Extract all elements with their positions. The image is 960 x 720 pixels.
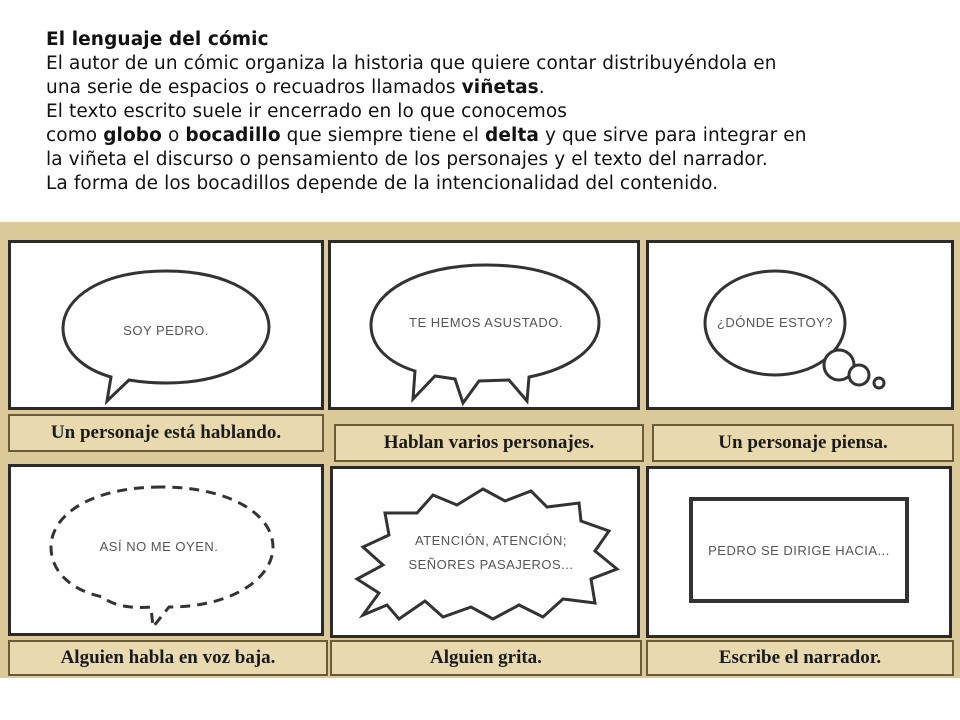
intro-line-2 (46, 76, 946, 100)
shout-bubble-icon (333, 469, 637, 635)
bubble-text-group: TE HEMOS ASUSTADO. (409, 315, 563, 330)
intro-line-3: El texto escrito suele ir encerrado en lo que conocemos (46, 101, 568, 122)
caption-group-speech: Hablan varios personajes. (334, 424, 644, 462)
bubble-text-narrator: PEDRO SE DIRIGE HACIA... (708, 543, 890, 558)
intro-line-4 (46, 124, 946, 148)
caption-shout: Alguien grita. (330, 640, 642, 676)
intro-line-5: la viñeta el discurso o pensamiento de los personajes y el texto del narrador. (46, 149, 768, 170)
intro-line-2-text: una serie de espacios o recuadros llamados (46, 77, 462, 98)
narrator-box-icon (649, 469, 949, 635)
caption-speech: Un personaje está hablando. (8, 414, 324, 452)
intro-line-4-a: como (46, 125, 104, 146)
term-vinetas: viñetas (461, 77, 539, 98)
caption-whisper: Alguien habla en voz baja. (8, 640, 328, 676)
caption-thought: Un personaje piensa. (652, 424, 954, 462)
intro-line-4-c: que siempre tiene el (280, 125, 486, 146)
group-speech-bubble-icon (331, 243, 637, 407)
panel-group-speech (328, 240, 640, 410)
comic-board (0, 222, 960, 678)
speech-bubble-icon (11, 243, 321, 407)
thought-bubble-icon (649, 243, 951, 407)
bubble-text-speech: SOY PEDRO. (123, 323, 209, 338)
whisper-bubble-icon (11, 467, 321, 633)
term-delta: delta (485, 125, 539, 146)
intro-line-2-end: . (538, 77, 545, 98)
panel-whisper (8, 464, 324, 636)
bubble-text-shout-2: SEÑORES PASAJEROS... (408, 557, 574, 572)
intro-text (46, 28, 946, 196)
panel-shout (330, 466, 640, 638)
bubble-text-whisper: ASÍ NO ME OYEN. (99, 539, 219, 554)
caption-narrator: Escribe el narrador. (646, 640, 954, 676)
intro-title: El lenguaje del cómic (46, 29, 269, 50)
intro-line-4-b: o (161, 125, 186, 146)
term-globo: globo (103, 125, 162, 146)
panel-narrator (646, 466, 952, 638)
panel-thought (646, 240, 954, 410)
term-bocadillo: bocadillo (185, 125, 281, 146)
panel-speech (8, 240, 324, 410)
intro-line-6: La forma de los bocadillos depende de la intencionalidad del contenido. (46, 173, 719, 194)
intro-line-1: El autor de un cómic organiza la historia que quiere contar distribuyéndola en (46, 53, 777, 74)
bubble-text-thought: ¿DÓNDE ESTOY? (716, 315, 834, 330)
bubble-text-shout-1: ATENCIÓN, ATENCIÓN; (414, 533, 568, 548)
intro-line-4-d: y que sirve para integrar en (538, 125, 807, 146)
